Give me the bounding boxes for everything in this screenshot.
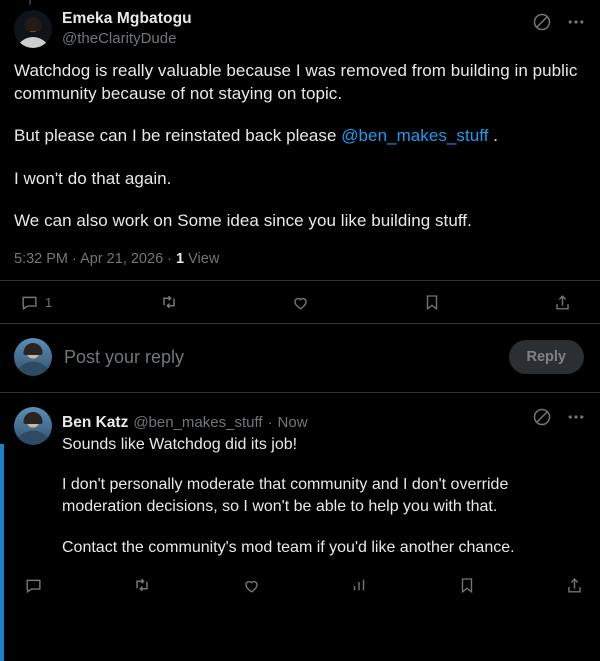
view-count: 1 (176, 251, 185, 268)
mention-line-before: But please can I be reinstated back please (14, 126, 342, 146)
reply-body (62, 474, 586, 560)
reply-button[interactable]: Reply (509, 340, 585, 374)
avatar[interactable] (14, 407, 52, 445)
author-handle: @theClarityDude (62, 29, 177, 47)
reply-icon[interactable] (20, 293, 39, 312)
avatar[interactable] (14, 10, 52, 48)
reply-author-handle[interactable]: @ben_makes_stuff (133, 414, 263, 432)
reply-icon[interactable] (24, 576, 43, 595)
reply-action-bar (14, 559, 586, 605)
reply-row (14, 407, 586, 559)
tweet-metadata (14, 251, 586, 280)
share-action[interactable] (553, 293, 578, 312)
tweet-paragraph-1: Watchdog is really valuable because I was removed from building in public community because of not staying on topic. (14, 61, 578, 103)
reply-separator-dot: · (267, 414, 273, 432)
like-action[interactable] (291, 293, 316, 312)
tweet-header-actions (532, 10, 586, 32)
views-analytics-icon[interactable] (350, 576, 368, 594)
reply-composer[interactable] (0, 324, 600, 392)
avatar[interactable] (14, 338, 52, 376)
tweet-paragraph-3: We can also work on Some idea since you like building stuff. (14, 211, 472, 231)
more-options-icon[interactable] (566, 407, 586, 427)
reply-author-display-name[interactable]: Ben Katz (62, 414, 129, 432)
bookmark-action[interactable] (423, 293, 447, 311)
reply-highlight-rail (0, 444, 4, 661)
reply-tweet (0, 393, 600, 605)
reply-first-line: Sounds like Watchdog did its job! (62, 436, 298, 454)
share-icon[interactable] (553, 293, 572, 312)
retweet-icon[interactable] (132, 575, 152, 595)
author-names[interactable] (62, 10, 522, 48)
share-icon[interactable] (565, 576, 584, 595)
like-heart-icon[interactable] (242, 576, 261, 595)
bookmark-icon[interactable] (423, 293, 441, 311)
author-display-name: Emeka Mgbatogu (62, 10, 192, 27)
reply-timestamp: Now (277, 414, 308, 432)
mute-notifications-icon[interactable] (532, 407, 552, 427)
view-label: View (184, 251, 220, 268)
mention-link[interactable]: @ben_makes_stuff (341, 126, 489, 146)
mention-line-after: . (488, 126, 499, 146)
tweet-paragraph-mention (14, 125, 586, 148)
meta-separator-1: · (68, 251, 81, 268)
reply-action[interactable] (20, 293, 52, 312)
more-options-icon[interactable] (566, 12, 586, 32)
reply-header-actions (532, 407, 586, 427)
retweet-icon[interactable] (159, 292, 179, 312)
retweet-action[interactable] (159, 292, 185, 312)
meta-separator-2: · (163, 251, 177, 268)
tweet-date: Apr 21, 2026 (80, 251, 164, 268)
reply-header (62, 407, 586, 432)
tweet-time: 5:32 PM (14, 251, 68, 268)
tweet-paragraph-2: I won't do that again. (14, 168, 172, 188)
tweet-header (14, 6, 586, 48)
reply-paragraph-2: Contact the community's mod team if you'd like another chance. (62, 539, 515, 557)
mute-notifications-icon[interactable] (532, 12, 552, 32)
thread-connector-line (29, 0, 31, 5)
bookmark-icon[interactable] (458, 576, 476, 594)
main-tweet (0, 0, 600, 280)
like-heart-icon[interactable] (291, 293, 310, 312)
tweet-action-bar (0, 281, 600, 323)
tweet-text (14, 60, 586, 233)
reply-input-placeholder[interactable]: Post your reply (64, 346, 185, 367)
reply-paragraph-1: I don't personally moderate that community and I don't override moderation decisions, so I won't be able to help you with that. (62, 475, 509, 515)
reply-count: 1 (45, 294, 53, 310)
reply-content (62, 407, 586, 559)
